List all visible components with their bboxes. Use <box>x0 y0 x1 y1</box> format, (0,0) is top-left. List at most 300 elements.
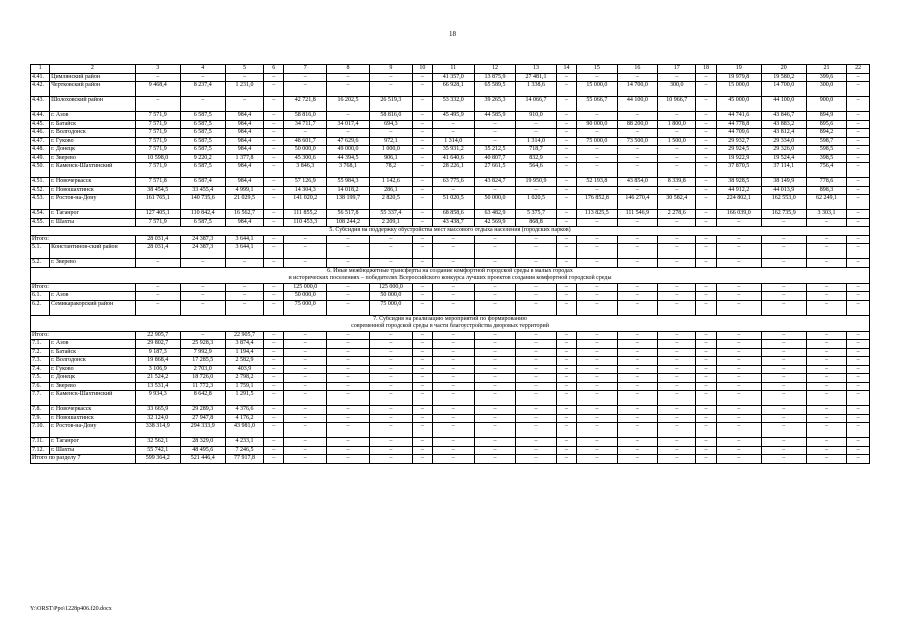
value-cell: – <box>474 283 516 292</box>
municipality-cell: г. Шахты <box>50 218 136 227</box>
value-cell: – <box>761 357 806 366</box>
value-cell: 34 711,7 <box>284 120 327 129</box>
value-cell: 44 100,0 <box>761 97 806 112</box>
value-cell: – <box>617 455 658 464</box>
value-cell: – <box>284 331 327 340</box>
value-cell: – <box>556 340 576 349</box>
value-cell: – <box>556 365 576 374</box>
value-cell: – <box>369 438 412 447</box>
value-cell: 4 233,1 <box>225 438 263 447</box>
value-cell: – <box>432 438 474 447</box>
table-row <box>31 446 870 455</box>
value-cell: – <box>761 423 806 438</box>
value-cell: 21 524,2 <box>135 374 180 383</box>
value-cell: – <box>658 129 696 138</box>
value-cell: – <box>264 283 284 292</box>
value-cell: – <box>761 348 806 357</box>
value-cell: – <box>617 300 658 315</box>
value-cell: 3 644,1 <box>225 235 263 244</box>
value-cell: – <box>369 235 412 244</box>
value-cell: 9 220,2 <box>180 154 225 163</box>
value-cell: – <box>658 374 696 383</box>
value-cell: 63 775,6 <box>432 178 474 187</box>
table-row <box>31 348 870 357</box>
municipality-cell: г. Азов <box>50 112 136 121</box>
value-cell: – <box>617 218 658 227</box>
value-cell: – <box>474 357 516 366</box>
value-cell: 29 289,3 <box>180 406 225 415</box>
value-cell: – <box>412 120 432 129</box>
value-cell: 138 199,7 <box>327 195 370 210</box>
value-cell: – <box>658 154 696 163</box>
value-cell: – <box>284 129 327 138</box>
value-cell: 11 772,3 <box>180 382 225 391</box>
value-cell: – <box>847 235 870 244</box>
value-cell: – <box>658 455 696 464</box>
value-cell: – <box>284 455 327 464</box>
value-cell: – <box>617 163 658 178</box>
value-cell: – <box>847 348 870 357</box>
municipality-cell: Константинов-ский район <box>50 244 136 259</box>
column-number-cell: 10 <box>412 65 432 74</box>
value-cell: – <box>696 129 716 138</box>
value-cell: 19 950,9 <box>516 178 557 187</box>
value-cell: 4 376,6 <box>225 406 263 415</box>
value-cell: – <box>432 300 474 315</box>
value-cell: 62 249,1 <box>806 195 847 210</box>
value-cell: 78,2 <box>369 163 412 178</box>
value-cell: – <box>284 357 327 366</box>
value-cell: – <box>284 406 327 415</box>
value-cell: – <box>432 374 474 383</box>
value-cell: – <box>696 406 716 415</box>
value-cell: 32 124,0 <box>135 414 180 423</box>
value-cell: – <box>847 374 870 383</box>
value-cell: 832,9 <box>516 154 557 163</box>
value-cell: – <box>577 154 618 163</box>
value-cell: 57 126,9 <box>284 178 327 187</box>
table-body <box>31 65 870 464</box>
value-cell: – <box>761 374 806 383</box>
value-cell: – <box>474 365 516 374</box>
table-row <box>31 438 870 447</box>
value-cell: – <box>264 112 284 121</box>
value-cell: 7 571,9 <box>135 137 180 146</box>
value-cell: – <box>432 259 474 268</box>
municipality-cell: г. Зверево <box>50 259 136 268</box>
value-cell: – <box>412 210 432 219</box>
value-cell: 403,9 <box>225 365 263 374</box>
value-cell: 48 601,7 <box>284 137 327 146</box>
value-cell: 984,4 <box>225 112 263 121</box>
table-row <box>31 300 870 315</box>
value-cell: – <box>658 186 696 195</box>
value-cell: 113 825,5 <box>577 210 618 219</box>
value-cell: 45 495,9 <box>432 112 474 121</box>
value-cell: – <box>716 423 761 438</box>
value-cell: – <box>516 186 557 195</box>
value-cell: – <box>369 244 412 259</box>
value-cell: – <box>577 146 618 155</box>
value-cell: – <box>761 455 806 464</box>
value-cell: 718,7 <box>516 146 557 155</box>
value-cell: 56 517,8 <box>327 210 370 219</box>
value-cell: – <box>225 300 263 315</box>
value-cell: – <box>696 365 716 374</box>
value-cell: 39 265,3 <box>474 97 516 112</box>
table-row <box>31 137 870 146</box>
value-cell: – <box>327 455 370 464</box>
row-number-cell: 4.50. <box>31 163 50 178</box>
value-cell: 27 661,5 <box>474 163 516 178</box>
value-cell: – <box>617 292 658 301</box>
value-cell: – <box>617 414 658 423</box>
value-cell: – <box>617 154 658 163</box>
value-cell: – <box>577 259 618 268</box>
value-cell: 3 846,3 <box>284 163 327 178</box>
value-cell: 38 928,5 <box>716 178 761 187</box>
value-cell: 1 800,0 <box>658 120 696 129</box>
total-label-cell: Итого: <box>31 331 136 340</box>
value-cell: 127 405,1 <box>135 210 180 219</box>
value-cell: 2 703,0 <box>180 365 225 374</box>
value-cell: 13 875,9 <box>474 73 516 82</box>
value-cell: 9 187,3 <box>135 348 180 357</box>
value-cell: – <box>412 348 432 357</box>
value-cell: – <box>369 73 412 82</box>
value-cell: – <box>516 340 557 349</box>
total-row <box>31 455 870 464</box>
value-cell: 44 585,9 <box>474 112 516 121</box>
column-number-cell: 11 <box>432 65 474 74</box>
value-cell: – <box>716 244 761 259</box>
value-cell: – <box>696 146 716 155</box>
value-cell: – <box>696 300 716 315</box>
column-number-cell: 21 <box>806 65 847 74</box>
value-cell: – <box>412 391 432 406</box>
value-cell: 111 546,9 <box>617 210 658 219</box>
value-cell: – <box>516 331 557 340</box>
value-cell: – <box>556 423 576 438</box>
value-cell: – <box>658 244 696 259</box>
value-cell: – <box>432 391 474 406</box>
value-cell: – <box>806 374 847 383</box>
table-row <box>31 357 870 366</box>
column-number-cell: 13 <box>516 65 557 74</box>
value-cell: – <box>412 331 432 340</box>
value-cell: 564,6 <box>516 163 557 178</box>
value-cell: 2 798,2 <box>225 374 263 383</box>
municipality-cell: г. Волгодонск <box>50 129 136 138</box>
municipality-cell: г. Ростов-на-Дону <box>50 195 136 210</box>
value-cell: – <box>761 406 806 415</box>
value-cell: 15 000,0 <box>716 82 761 97</box>
value-cell: 984,4 <box>225 163 263 178</box>
municipality-cell: г. Шахты <box>50 446 136 455</box>
value-cell: 7 571,9 <box>135 146 180 155</box>
value-cell: – <box>658 112 696 121</box>
value-cell: – <box>264 365 284 374</box>
value-cell: – <box>369 331 412 340</box>
value-cell: 30 582,4 <box>658 195 696 210</box>
value-cell: – <box>761 292 806 301</box>
value-cell: 44 013,9 <box>761 186 806 195</box>
value-cell: – <box>716 382 761 391</box>
value-cell: – <box>225 97 263 112</box>
value-cell: – <box>716 283 761 292</box>
value-cell: – <box>696 120 716 129</box>
value-cell: – <box>474 423 516 438</box>
value-cell: – <box>761 244 806 259</box>
table-row <box>31 120 870 129</box>
value-cell: – <box>412 137 432 146</box>
value-cell: 37 114,1 <box>761 163 806 178</box>
value-cell: – <box>847 129 870 138</box>
value-cell: 50 000,0 <box>474 195 516 210</box>
value-cell: – <box>617 348 658 357</box>
value-cell: – <box>577 73 618 82</box>
table-row <box>31 163 870 178</box>
value-cell: 6 587,5 <box>180 146 225 155</box>
value-cell: 10 598,0 <box>135 154 180 163</box>
value-cell: – <box>847 283 870 292</box>
value-cell: – <box>369 82 412 97</box>
value-cell: 3 768,1 <box>327 163 370 178</box>
value-cell: 894,2 <box>806 129 847 138</box>
value-cell: – <box>806 382 847 391</box>
value-cell: – <box>516 455 557 464</box>
value-cell: 19 868,4 <box>135 357 180 366</box>
value-cell: 176 852,8 <box>577 195 618 210</box>
value-cell: – <box>412 374 432 383</box>
value-cell: 3 106,9 <box>135 365 180 374</box>
value-cell: – <box>716 340 761 349</box>
value-cell: – <box>412 414 432 423</box>
municipality-cell: г. Донецк <box>50 146 136 155</box>
value-cell: – <box>577 340 618 349</box>
value-cell: 51 020,5 <box>432 195 474 210</box>
value-cell: – <box>369 129 412 138</box>
value-cell: 73 500,0 <box>617 137 658 146</box>
value-cell: 972,1 <box>369 137 412 146</box>
value-cell: – <box>516 259 557 268</box>
value-cell: – <box>716 391 761 406</box>
municipality-cell: г. Новошахтинск <box>50 186 136 195</box>
row-number-cell: 7.9. <box>31 414 50 423</box>
value-cell: – <box>556 97 576 112</box>
value-cell: – <box>369 365 412 374</box>
value-cell: – <box>180 331 225 340</box>
value-cell: – <box>658 391 696 406</box>
row-number-cell: 4.49. <box>31 154 50 163</box>
value-cell: 10 966,7 <box>658 97 696 112</box>
value-cell: 41 640,6 <box>432 154 474 163</box>
value-cell: – <box>412 195 432 210</box>
value-cell: – <box>556 195 576 210</box>
value-cell: – <box>432 244 474 259</box>
value-cell: – <box>412 283 432 292</box>
value-cell: – <box>658 283 696 292</box>
value-cell: – <box>761 283 806 292</box>
value-cell: – <box>264 292 284 301</box>
value-cell: – <box>556 218 576 227</box>
value-cell: 55 984,3 <box>327 178 370 187</box>
value-cell: – <box>577 438 618 447</box>
value-cell: – <box>696 154 716 163</box>
table-row <box>31 154 870 163</box>
value-cell: – <box>617 112 658 121</box>
table-row <box>31 112 870 121</box>
value-cell: – <box>432 455 474 464</box>
municipality-cell: г. Батайск <box>50 348 136 357</box>
value-cell: – <box>761 259 806 268</box>
value-cell: 3 644,1 <box>225 244 263 259</box>
value-cell: – <box>556 235 576 244</box>
value-cell: – <box>412 292 432 301</box>
value-cell: 63 482,9 <box>474 210 516 219</box>
value-cell: 24 387,3 <box>180 244 225 259</box>
value-cell: – <box>696 259 716 268</box>
value-cell: 55 066,7 <box>577 97 618 112</box>
value-cell: – <box>264 446 284 455</box>
value-cell: – <box>264 120 284 129</box>
value-cell: – <box>412 218 432 227</box>
value-cell: 13 531,4 <box>135 382 180 391</box>
value-cell: – <box>696 137 716 146</box>
value-cell: – <box>264 195 284 210</box>
value-cell: 41 357,0 <box>432 73 474 82</box>
value-cell: 43 854,0 <box>617 178 658 187</box>
value-cell: 599 364,2 <box>135 455 180 464</box>
value-cell: – <box>617 340 658 349</box>
value-cell: – <box>412 112 432 121</box>
value-cell: 50 000,0 <box>284 292 327 301</box>
municipality-cell: Цимлянский район <box>50 73 136 82</box>
value-cell: 1 000,0 <box>369 146 412 155</box>
municipality-cell: г. Новошахтинск <box>50 414 136 423</box>
value-cell: – <box>135 300 180 315</box>
value-cell: – <box>617 374 658 383</box>
value-cell: 224 802,1 <box>716 195 761 210</box>
value-cell: 7 571,8 <box>135 178 180 187</box>
value-cell: – <box>617 446 658 455</box>
value-cell: – <box>761 365 806 374</box>
value-cell: 910,0 <box>516 112 557 121</box>
value-cell: 6 587,5 <box>180 129 225 138</box>
row-number-cell: 7.3. <box>31 357 50 366</box>
value-cell: – <box>327 82 370 97</box>
value-cell: – <box>658 235 696 244</box>
value-cell: – <box>696 112 716 121</box>
value-cell: – <box>412 235 432 244</box>
value-cell: – <box>577 331 618 340</box>
value-cell: – <box>327 300 370 315</box>
column-number-cell: 17 <box>658 65 696 74</box>
value-cell: – <box>180 300 225 315</box>
value-cell: – <box>761 446 806 455</box>
value-cell: 398,5 <box>806 154 847 163</box>
value-cell: 66 928,1 <box>432 82 474 97</box>
value-cell: – <box>516 292 557 301</box>
municipality-cell: г. Батайск <box>50 120 136 129</box>
value-cell: 75 000,0 <box>369 300 412 315</box>
value-cell: – <box>716 446 761 455</box>
value-cell: – <box>696 82 716 97</box>
value-cell: – <box>577 414 618 423</box>
value-cell: – <box>264 438 284 447</box>
value-cell: – <box>847 365 870 374</box>
value-cell: – <box>412 154 432 163</box>
value-cell: – <box>412 82 432 97</box>
row-number-cell: 4.53. <box>31 195 50 210</box>
value-cell: – <box>516 348 557 357</box>
value-cell: 778,6 <box>806 178 847 187</box>
value-cell: – <box>516 365 557 374</box>
value-cell: 894,9 <box>806 112 847 121</box>
value-cell: 7 571,9 <box>135 129 180 138</box>
value-cell: – <box>658 357 696 366</box>
value-cell: 598,5 <box>806 146 847 155</box>
value-cell: – <box>474 244 516 259</box>
value-cell: – <box>180 97 225 112</box>
value-cell: – <box>474 300 516 315</box>
column-number-cell: 15 <box>577 65 618 74</box>
value-cell: – <box>556 446 576 455</box>
value-cell: – <box>847 244 870 259</box>
value-cell: – <box>474 348 516 357</box>
value-cell: – <box>847 331 870 340</box>
value-cell: – <box>412 382 432 391</box>
value-cell: – <box>369 391 412 406</box>
value-cell: 108 244,2 <box>327 218 370 227</box>
column-number-cell: 19 <box>716 65 761 74</box>
table-row <box>31 244 870 259</box>
value-cell: 6 587,4 <box>180 178 225 187</box>
total-label-cell: Итого: <box>31 235 136 244</box>
value-cell: – <box>556 374 576 383</box>
value-cell: – <box>761 391 806 406</box>
value-cell: 44 778,8 <box>716 120 761 129</box>
value-cell: – <box>284 259 327 268</box>
value-cell: – <box>556 129 576 138</box>
value-cell: – <box>806 414 847 423</box>
value-cell: – <box>658 365 696 374</box>
value-cell: 52 193,8 <box>577 178 618 187</box>
value-cell: – <box>264 244 284 259</box>
table-row <box>31 423 870 438</box>
value-cell: – <box>847 154 870 163</box>
value-cell: 16 562,7 <box>225 210 263 219</box>
value-cell: – <box>264 163 284 178</box>
value-cell: – <box>577 382 618 391</box>
value-cell: – <box>474 120 516 129</box>
municipality-cell: г. Гуково <box>50 137 136 146</box>
value-cell: 2 820,5 <box>369 195 412 210</box>
value-cell: – <box>135 259 180 268</box>
table-row <box>31 382 870 391</box>
municipality-cell: Шолоховский район <box>50 97 136 112</box>
value-cell: 44 100,0 <box>617 97 658 112</box>
value-cell: 43 883,2 <box>761 120 806 129</box>
value-cell: – <box>556 210 576 219</box>
value-cell: 55 337,4 <box>369 210 412 219</box>
value-cell: – <box>474 455 516 464</box>
value-cell: – <box>327 244 370 259</box>
value-cell: 146 270,4 <box>617 195 658 210</box>
value-cell: 48 495,6 <box>180 446 225 455</box>
value-cell: – <box>696 340 716 349</box>
value-cell: – <box>847 146 870 155</box>
